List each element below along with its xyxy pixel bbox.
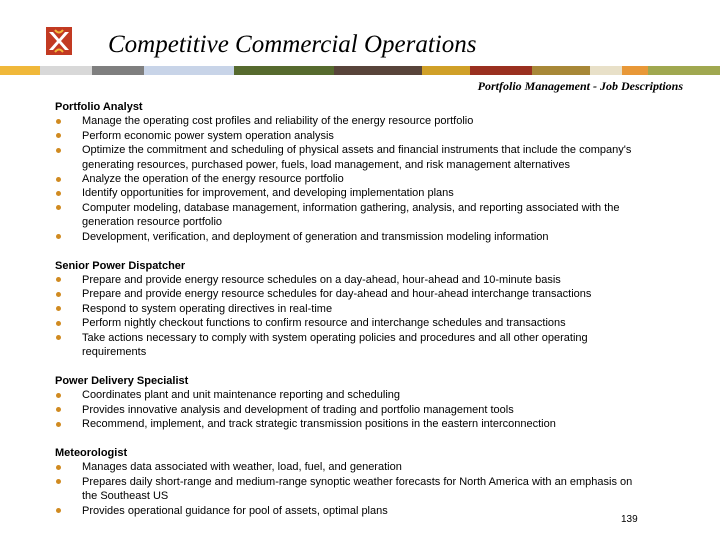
bullet-icon: [56, 205, 61, 210]
bullet-icon: [56, 177, 61, 182]
list-item: [55, 460, 695, 474]
bullet-icon: [56, 422, 61, 427]
bullet-icon: [56, 277, 61, 282]
list-item: [55, 388, 695, 402]
bullet-icon: [56, 119, 61, 124]
bullet-icon: [56, 479, 61, 484]
page-number: 139: [621, 514, 638, 525]
bullet-icon: [56, 292, 61, 297]
job-section: [55, 259, 695, 360]
list-item: [55, 504, 695, 518]
list-item: [55, 316, 695, 330]
list-item: [55, 129, 695, 143]
list-item: [55, 143, 695, 172]
item-text-line: Prepares daily short-range and medium-range synoptic weather forecasts for North America with an emphasis on: [82, 475, 633, 488]
item-text-line: Perform economic power system operation analysis: [82, 129, 334, 142]
list-item: [55, 172, 695, 186]
item-text-line: Optimize the commitment and scheduling of physical assets and financial instruments that include the company's: [82, 144, 632, 157]
page-subtitle: Portfolio Management - Job Descriptions: [477, 79, 683, 93]
item-text-line: Analyze the operation of the energy resource portfolio: [82, 173, 344, 186]
bullet-icon: [56, 191, 61, 196]
item-text-line: Development, verification, and deployment of generation and transmission modeling information: [82, 230, 549, 243]
bullet-icon: [56, 321, 61, 326]
list-item: [55, 273, 695, 287]
bullet-icon: [56, 306, 61, 311]
bullet-icon: [56, 234, 61, 239]
item-text-line: requirements: [82, 346, 147, 358]
item-text-line: Provides innovative analysis and development of trading and portfolio management tools: [82, 403, 514, 416]
item-text-line: Take actions necessary to comply with system operating policies and procedures and all other operating: [82, 331, 588, 344]
bullet-icon: [56, 133, 61, 138]
item-text-line: the Southeast US: [82, 490, 169, 503]
list-item: [55, 403, 695, 417]
list-item: [55, 417, 695, 431]
item-text-line: generating resources, purchased power, fuels, load management, and risk management alternatives: [82, 158, 570, 171]
item-text-line: Prepare and provide energy resource schedules for day-ahead and hour-ahead interchange transactions: [82, 288, 592, 301]
item-text-line: Identify opportunities for improvement, and developing implementation plans: [82, 187, 454, 200]
item-text-line: Manages data associated with weather, load, fuel, and generation: [82, 461, 402, 474]
section-title: Portfolio Analyst: [55, 101, 143, 113]
item-text-line: Perform nightly checkout functions to confirm resource and interchange schedules and transactions: [82, 317, 566, 330]
job-section: [55, 100, 695, 244]
bullet-icon: [56, 393, 61, 398]
job-section: [55, 374, 695, 432]
job-descriptions: [55, 100, 695, 533]
section-title: Power Delivery Specialist: [55, 374, 189, 387]
list-item: [55, 287, 695, 301]
item-text-line: generation resource portfolio: [82, 216, 223, 229]
item-text-line: Recommend, implement, and track strategic transmission positions in the eastern interconnection: [82, 418, 556, 431]
item-text-line: Manage the operating cost profiles and reliability of the energy resource portfolio: [82, 115, 474, 128]
list-item: [55, 186, 695, 200]
list-item: [55, 201, 695, 230]
bullet-icon: [56, 508, 61, 513]
list-item: [55, 230, 695, 244]
list-item: [55, 114, 695, 128]
item-text-line: Prepare and provide energy resource schedules on a day-ahead, hour-ahead and 10-minute basis: [82, 273, 561, 286]
item-text-line: Provides operational guidance for pool of assets, optimal plans: [82, 504, 388, 517]
bullet-icon: [56, 148, 61, 153]
list-item: [55, 475, 695, 504]
company-logo-icon: [45, 26, 73, 56]
bullet-icon: [56, 335, 61, 340]
section-title: Senior Power Dispatcher: [55, 259, 186, 272]
section-title: Meteorologist: [55, 447, 128, 460]
page-title: Competitive Commercial Operations: [108, 31, 477, 58]
item-text-line: Coordinates plant and unit maintenance reporting and scheduling: [82, 389, 400, 402]
header-color-stripe: [0, 66, 720, 75]
list-item: [55, 331, 695, 360]
job-section: [55, 446, 695, 518]
item-text-line: Respond to system operating directives in real-time: [82, 302, 333, 315]
bullet-icon: [56, 407, 61, 412]
bullet-icon: [56, 465, 61, 470]
list-item: [55, 302, 695, 316]
item-text-line: Computer modeling, database management, information gathering, analysis, and reporting associated with the: [82, 201, 620, 214]
